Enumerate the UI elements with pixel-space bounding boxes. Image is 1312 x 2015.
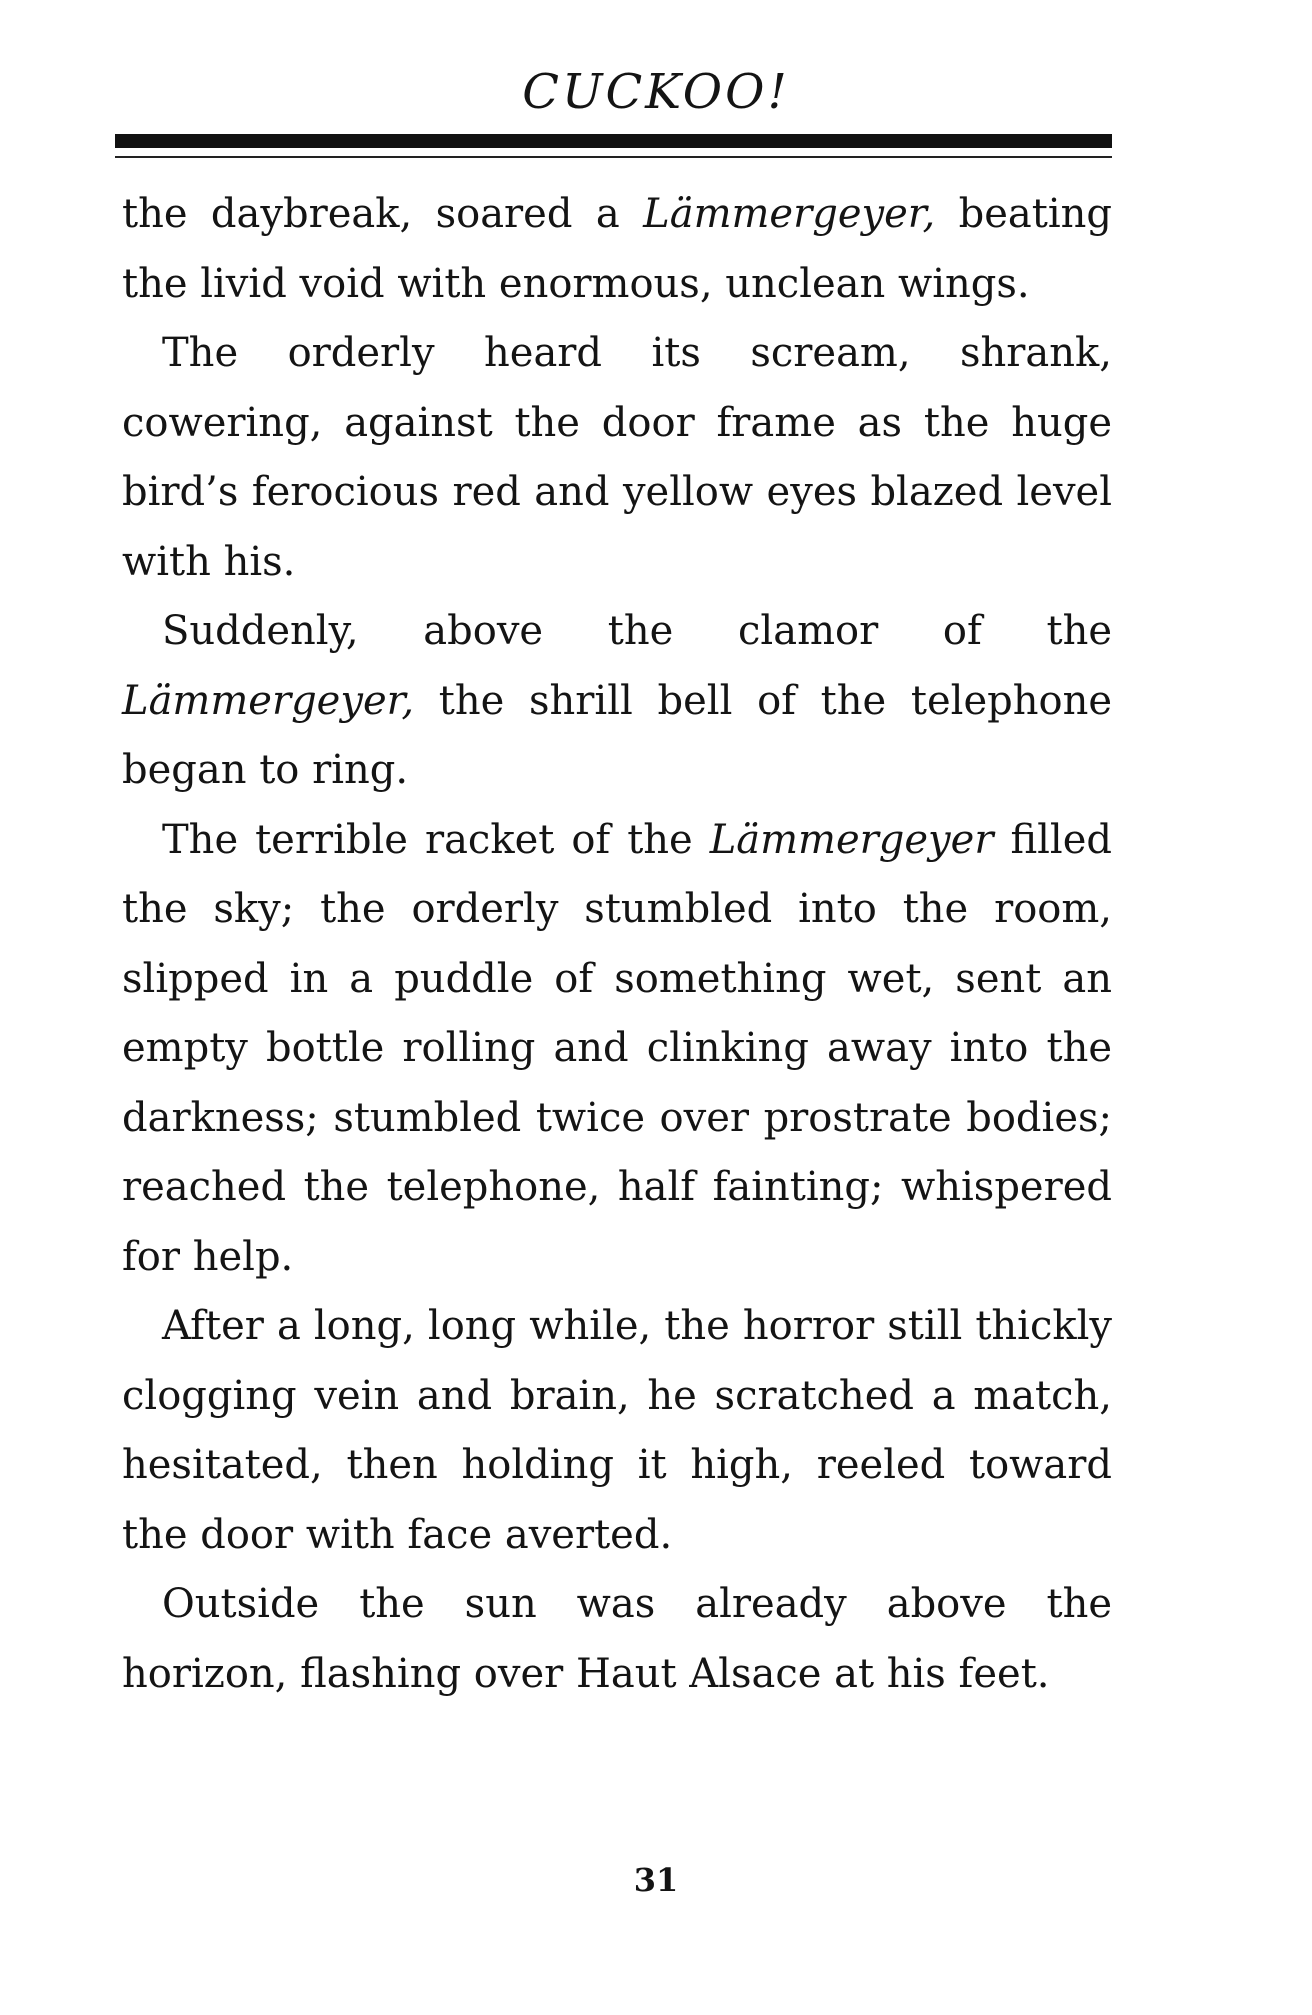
paragraph-5-segment: After a long, long while, the horror still thickly clogging vein and brain, he scratched a match, hesitated, then holding it high, reeled toward the door with face averted. xyxy=(122,1303,1112,1558)
paragraph-3-italic-word: Lämmergeyer, xyxy=(122,677,415,724)
paragraph-1-italic-word: Lämmergeyer, xyxy=(643,191,936,237)
paragraph-3 xyxy=(122,597,1112,806)
header-rule-thin xyxy=(115,156,1112,158)
page-number: 31 xyxy=(633,1861,679,1899)
paragraph-2 xyxy=(122,319,1112,597)
paragraph-6-segment: Outside the sun was already above the horizon, flashing over Haut Alsace at his feet. xyxy=(122,1581,1112,1697)
running-header-title: CUCKOO! xyxy=(522,64,790,120)
paragraph-5 xyxy=(122,1292,1112,1570)
paragraph-1 xyxy=(122,180,1112,319)
header-rule-thick xyxy=(115,134,1112,148)
paragraph-3-segment: the shrill bell of the telephone began to ring. xyxy=(122,677,1112,793)
paragraph-4 xyxy=(122,806,1112,1293)
paragraph-3-segment: Suddenly, above the clamor of the xyxy=(162,608,1112,654)
body-text xyxy=(122,180,1112,1709)
paragraph-1-segment: the daybreak, soared a xyxy=(122,191,644,237)
paragraph-4-segment: filled the sky; the orderly stumbled into the room, slipped in a puddle of something wet, sent an empty bottle rolling and clinking away into the darkness; stumbled twice over prostrate bodies; reached the telephone, half fainting; whispered for help. xyxy=(122,816,1112,1280)
paragraph-2-segment: The orderly heard its scream, shrank, cowering, against the door frame as the huge bird’s ferocious red and yellow eyes blazed level with his. xyxy=(122,330,1112,585)
paragraph-4-italic-word: Lämmergeyer xyxy=(709,816,994,863)
paragraph-4-segment: The terrible racket of the xyxy=(162,816,710,863)
paragraph-1-segment: beating the livid void with enormous, unclean wings. xyxy=(122,191,1112,307)
paragraph-6 xyxy=(122,1570,1112,1709)
